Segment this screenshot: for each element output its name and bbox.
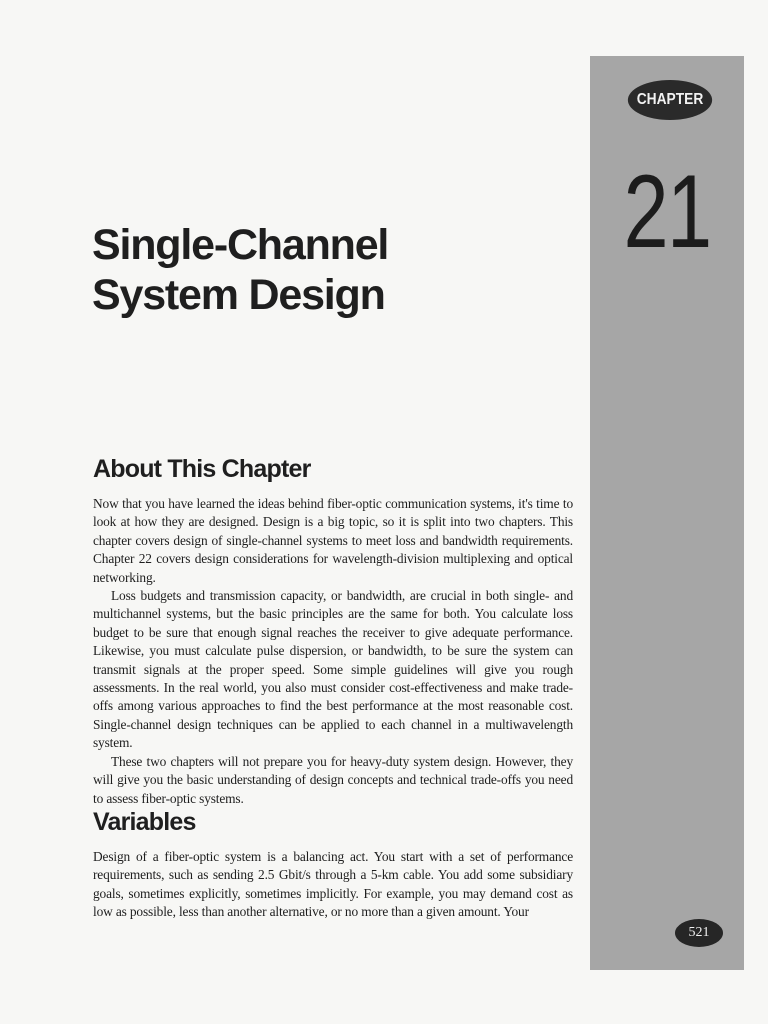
- section-heading-about: About This Chapter: [93, 455, 311, 483]
- page-number-badge: 521: [675, 919, 723, 947]
- chapter-label-badge: CHAPTER: [628, 80, 712, 120]
- section-body-variables: [93, 848, 573, 922]
- section-heading-variables: Variables: [93, 808, 196, 836]
- section-body-about: [93, 495, 573, 808]
- chapter-title: [92, 220, 492, 320]
- paragraph: Loss budgets and transmission capacity, or bandwidth, are crucial in both single- and multichannel systems, but the basic principles are the same for both. You calculate loss budget to be sure that enough signal reaches the receiver to give adequate performance. Likewise, you must calculate pulse dispersion, or bandwidth, to be sure the system can transmit signals at the proper speed. Some simple guidelines will give you rough assessments. In the real world, you also must consider cost-effectiveness and make trade-offs among various approaches to find the best performance at the most reasonable cost. Single-channel design techniques can be applied to each channel in a multiwavelength system.: [93, 588, 573, 751]
- chapter-number: 21: [623, 154, 711, 270]
- chapter-title-line-1: Single-Channel: [92, 221, 389, 269]
- paragraph: Now that you have learned the ideas behind fiber-optic communication systems, it's time to look at how they are designed. Design is a big topic, so it is split into two chapters. This chapter covers design of single-channel systems to meet loss and bandwidth requirements. Chapter 22 covers design considerations for wavelength-division multiplexing and optical networking.: [93, 496, 573, 585]
- paragraph: Design of a fiber-optic system is a balancing act. You start with a set of performance requirements, such as sending 2.5 Gbit/s through a 5-km cable. You add some subsidiary goals, sometimes explicitly, sometimes implicitly. For example, you may demand cost as low as possible, less than another alternative, or no more than a given amount. Your: [93, 849, 573, 920]
- paragraph: These two chapters will not prepare you for heavy-duty system design. However, they will give you the basic understanding of design concepts and technical trade-offs you need to assess fiber-optic systems.: [93, 753, 573, 806]
- chapter-title-line-2: System Design: [92, 271, 385, 319]
